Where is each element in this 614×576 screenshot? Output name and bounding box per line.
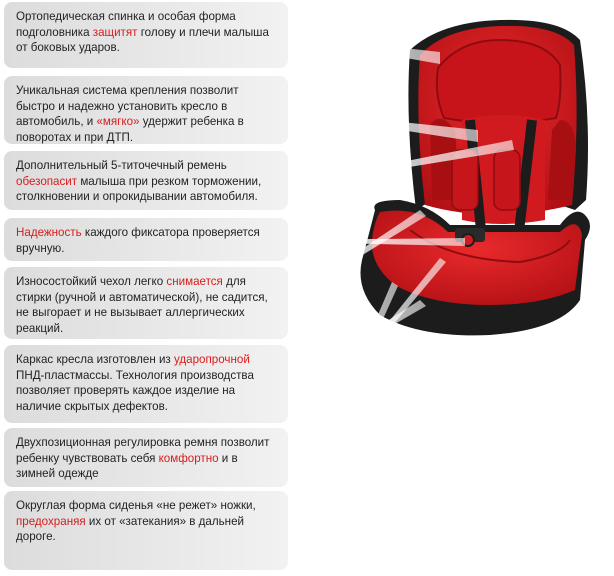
- feature-box-4: [4, 218, 288, 261]
- feature-text: их от «затекания» в дальней дороге.: [16, 514, 245, 543]
- feature-text: голову и плечи малыша от боковых ударов.: [16, 25, 269, 54]
- feature-text: Уникальная система крепления позволит быстро и надежно установить кресло в автомобиль, и: [16, 84, 239, 128]
- feature-text: удержит ребенка в поворотах и при ДТП.: [16, 115, 244, 144]
- feature-text: Износостойкий чехол легко: [16, 275, 167, 288]
- feature-text: Каркас кресла изготовлен из: [16, 353, 174, 366]
- feature-text: Округлая форма сиденья «не режет» ножки,: [16, 499, 256, 512]
- feature-highlight: ударопрочной: [173, 353, 250, 366]
- feature-text: каждого фиксатора проверяется вручную.: [16, 226, 260, 255]
- feature-box-8: [4, 491, 288, 570]
- feature-text: Ортопедическая спинка и особая форма подголовника: [16, 10, 236, 39]
- feature-highlight: комфортно: [158, 451, 219, 465]
- feature-highlight: защитят: [92, 25, 138, 39]
- feature-highlight: обезопасит: [16, 174, 78, 188]
- feature-text: для стирки (ручной и автоматической), не садится, не выгорает и не вызывает аллергических реакций.: [16, 275, 268, 335]
- feature-text: и в зимней одежде: [16, 451, 238, 480]
- feature-text: ПНД-пластмассы. Технология производства позволяет проверять каждое изделие на наличие скрытых дефектов.: [16, 368, 254, 413]
- feature-box-2: [4, 76, 288, 144]
- feature-text: Двухпозиционная регулировка ремня позволит ребенку чувствовать себя: [16, 436, 270, 465]
- feature-highlight: Надежность: [16, 226, 82, 239]
- feature-box-7: [4, 428, 288, 487]
- feature-text: Дополнительный 5-титочечный ремень: [16, 159, 227, 172]
- feature-box-1: [4, 2, 288, 68]
- feature-text: малыша при резком торможении, столкновении и опрокидывании автомобиля.: [16, 174, 262, 203]
- feature-box-3: [4, 151, 288, 210]
- feature-highlight: «мягко»: [96, 115, 140, 128]
- feature-box-5: [4, 267, 288, 339]
- feature-highlight: предохраняя: [16, 514, 86, 528]
- feature-highlight: снимается: [166, 275, 223, 288]
- feature-box-6: [4, 345, 288, 423]
